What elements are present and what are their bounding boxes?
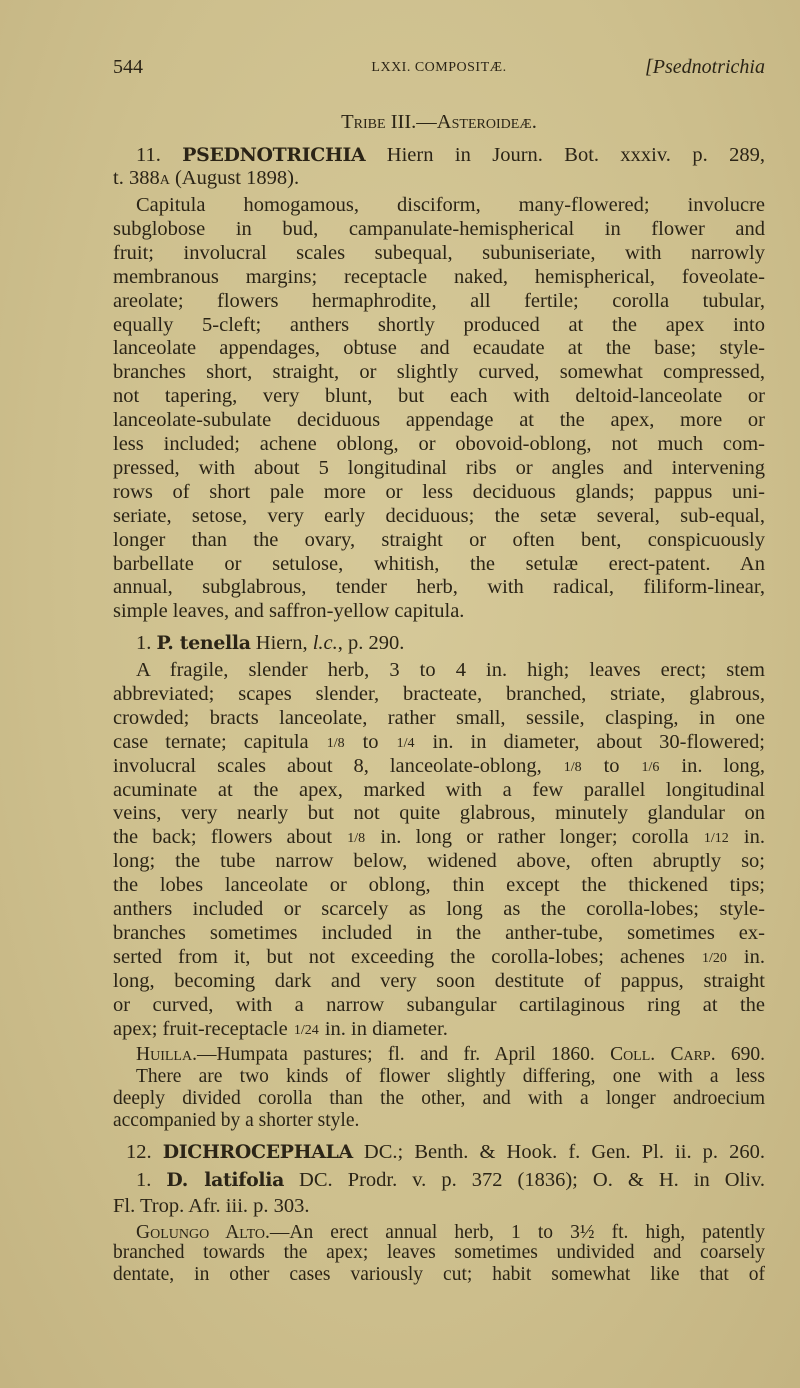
taxon-name: PSEDNOTRICHIA [182,144,366,166]
text-run: seriate, setose, very early deciduous; the setæ several, sub-equal, [113,504,765,527]
small-caps-text: Huilla. [136,1044,197,1065]
small-caps-text: a [159,167,170,189]
text-run: apex; fruit-receptacle [113,1017,293,1040]
text-line [113,166,765,190]
text-line [113,706,765,730]
text-line [113,1087,765,1111]
text-run: crowded; bracts lanceolate, rather small, sessile, clasping, in one [113,706,765,729]
text-run: areolate; flowers hermaphrodite, all fertile; corolla tubular, [113,289,765,312]
taxon-name: D. latifolia [166,1169,285,1191]
text-run: case ternate; capitula [113,730,326,753]
section-title: LXXI. COMPOSITÆ. [371,60,507,75]
running-title: [Psednotrichia [645,56,765,78]
text-line [113,110,765,134]
fraction: 1/4 [396,735,415,751]
italic-text: l.c. [312,632,338,654]
text-run: 1. [136,632,157,654]
text-run: to [582,754,641,777]
text-line [113,528,765,552]
text-run: A fragile, slender herb, 3 to 4 in. high; leaves erect; stem [136,659,765,681]
text-run: less included; achene oblong, or obovoid-oblong, not much com- [113,433,765,455]
text-run: Hiern, [250,632,313,654]
taxon-name: DICHROCEPHALA [162,1141,353,1163]
small-caps-text: Coll. Carp. [610,1044,716,1065]
text-line [113,289,765,313]
text-line [113,599,765,623]
text-line [113,432,765,456]
text-run: in. [729,826,765,849]
text-run: barbellate or setulose, whitish, the setulæ erect-patent. An [113,552,765,575]
fraction: 1/8 [347,831,366,847]
text-line [113,217,765,241]
text-line [113,921,765,945]
text-line [113,1017,765,1041]
fraction: 1/12 [703,831,729,847]
running-header [113,56,765,80]
text-line [136,1168,765,1192]
text-run: the lobes lanceolate or oblong, thin except the thickened tips; [113,874,765,897]
text-line [113,969,765,993]
text-line [113,456,765,480]
text-run: equally 5-cleft; anthers shortly produced at the apex into [113,313,765,336]
text-line [113,993,765,1017]
text-line [136,658,765,682]
text-run: or curved, with a narrow subangular cartilaginous ring at the [113,993,765,1016]
text-run: not tapering, very blunt, but each with deltoid-lanceolate or [113,385,765,408]
text-run: dentate, in other cases variously cut; habit somewhat like that of [113,1264,765,1285]
text-line [113,682,765,706]
text-line [113,873,765,897]
text-line [113,1263,765,1287]
text-run: branches sometimes included in the anther-tube, sometimes ex- [113,921,765,944]
text-run: serted from it, but not exceeding the corolla-lobes; achenes [113,945,701,968]
page-number: 544 [113,56,143,78]
text-run: to [345,730,396,753]
fraction: 1/20 [701,950,727,966]
text-run: rows of short pale more or less deciduous glands; pappus uni- [113,480,765,503]
text-line [113,897,765,921]
text-line [136,1043,765,1067]
text-run: Fl. Trop. Afr. iii. p. 303. [113,1195,310,1217]
taxon-name: P. tenella [156,632,251,654]
fraction: 1/24 [293,1022,319,1038]
text-line [113,504,765,528]
text-line [113,945,765,969]
text-run: long, becoming dark and very soon destitute of pappus, straight [113,969,765,992]
text-run: branches short, straight, or slightly curved, somewhat compressed, [113,361,765,384]
text-run: anthers included or scarcely as long as the corolla-lobes; style- [113,898,765,920]
text-run: pressed, with about 5 longitudinal ribs or angles and intervening [113,456,765,479]
text-run: 12. [126,1141,163,1163]
text-run: in. in diameter. [319,1017,448,1040]
text-run: t. 388 [113,167,160,189]
text-run: simple leaves, and saffron-yellow capitula. [113,600,465,623]
text-line [113,265,765,289]
text-line [113,360,765,384]
text-line [113,552,765,576]
text-run: DC.; Benth. & Hook. f. Gen. Pl. ii. p. 260. [352,1141,766,1163]
text-line [113,1194,765,1218]
text-run: in. in diameter, about 30-flowered; [415,730,765,753]
text-line [113,1241,765,1265]
small-caps-text: Golungo Alto. [136,1222,270,1243]
fraction: 1/6 [641,759,660,775]
text-run: branched towards the apex; leaves sometimes undivided and coarsely [113,1242,765,1263]
text-line [113,730,765,754]
text-run: There are two kinds of flower slightly differing, one with a less [136,1066,765,1087]
text-line [113,575,765,599]
text-line [126,1140,765,1164]
text-run: subglobose in bud, campanulate-hemispherical in flower and [113,217,765,240]
text-run: lanceolate-subulate deciduous appendage at the apex, more or [113,409,765,432]
text-run: 11. [136,144,183,166]
text-line [113,480,765,504]
text-run: in. [727,945,765,968]
text-line [136,631,765,655]
text-run: accompanied by a shorter style. [113,1110,360,1131]
text-line [113,849,765,873]
text-run: membranous margins; receptacle naked, hemispherical, foveolate- [113,265,765,288]
text-run: longer than the ovary, straight or often bent, conspicuously [113,528,765,551]
text-run: —Humpata pastures; fl. and fr. April 1860. [196,1044,611,1065]
text-line [113,825,765,849]
text-run: lanceolate appendages, obtuse and ecaudate at the base; style- [113,337,765,360]
text-line [113,313,765,337]
fraction: 1/8 [563,759,582,775]
small-caps-text: Tribe III.—Asteroideæ. [341,111,537,133]
text-run: involucral scales about 8, lanceolate-oblong, [113,754,563,777]
text-run: , p. 290. [337,632,405,654]
text-line [113,408,765,432]
text-line [136,1065,765,1089]
text-line [113,384,765,408]
text-run: veins, very nearly but not quite glabrous, minutely glandular on [113,802,765,825]
text-run: in. long or rather longer; corolla [366,826,703,849]
text-run: DC. Prodr. v. p. 372 (1836); O. & H. in Oliv. [284,1169,765,1191]
text-run: long; the tube narrow below, widened above, often abruptly so; [113,850,765,873]
text-run: 690. [715,1044,766,1065]
text-run: (August 1898). [169,167,300,189]
text-run: fruit; involucral scales subequal, subuniseriate, with narrowly [113,241,765,264]
text-line [113,778,765,802]
text-line [113,1109,765,1133]
text-run: deeply divided corolla than the other, and with a longer androecium [113,1088,765,1109]
text-run: —An erect annual herb, 1 to 3½ ft. high, patently [269,1222,765,1243]
text-run: annual, subglabrous, tender herb, with radical, filiform-linear, [113,576,765,599]
text-run: Capitula homogamous, disciform, many-flowered; involucre [136,194,765,216]
text-line [113,801,765,825]
text-line [136,193,765,217]
fraction: 1/8 [326,735,345,751]
text-run: Hiern in Journ. Bot. xxxiv. p. 289, [365,144,765,166]
text-line [113,754,765,778]
text-run: acuminate at the apex, marked with a few parallel longitudinal [113,778,765,801]
text-run: the back; flowers about [113,826,347,849]
text-line [136,143,765,167]
text-run: abbreviated; scapes slender, bracteate, branched, striate, glabrous, [113,682,765,705]
text-line [113,241,765,265]
text-run: 1. [136,1169,167,1191]
text-run: in. long, [660,754,765,777]
text-line [113,336,765,360]
